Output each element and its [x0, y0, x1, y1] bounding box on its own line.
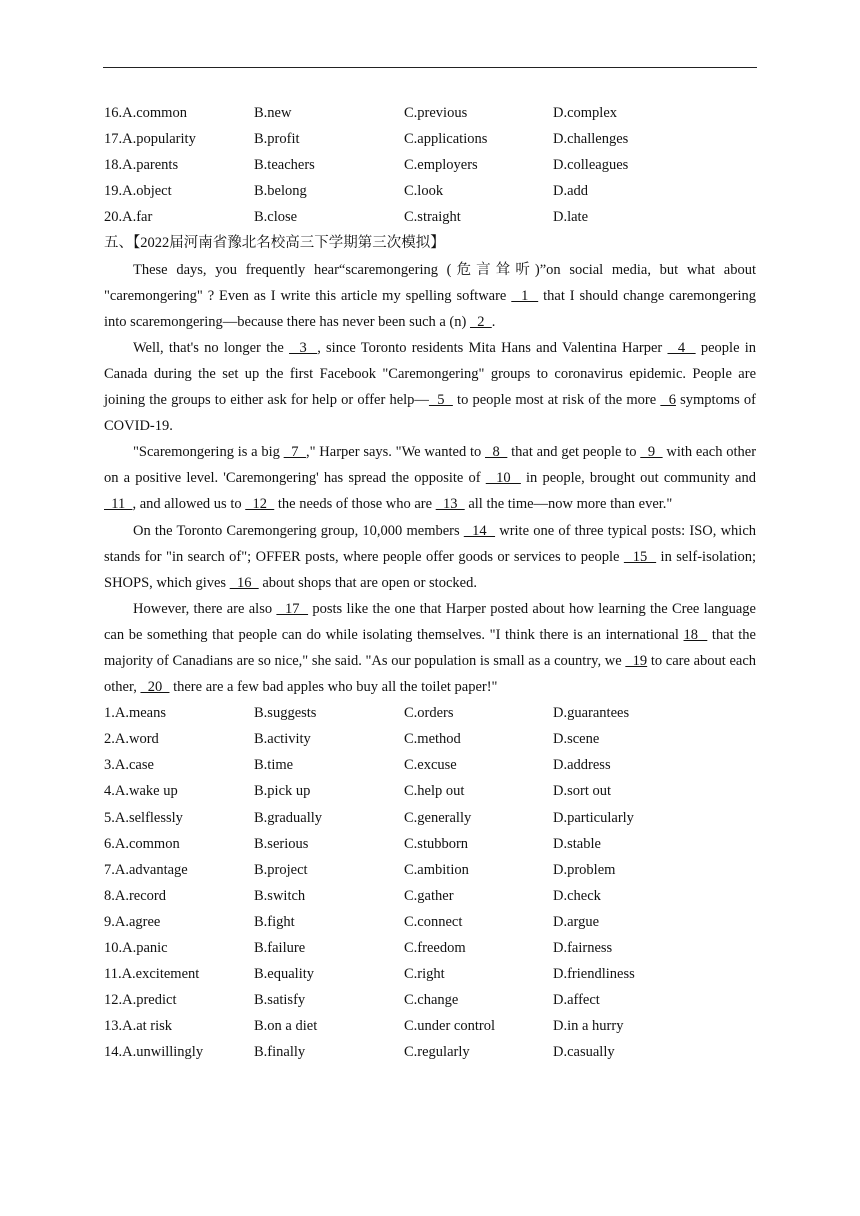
option-b: B.belong [254, 183, 307, 200]
option-a: 9.A.agree [104, 913, 161, 930]
section-heading: 五、【2022届河南省豫北名校高三下学期第三次模拟】 [104, 235, 445, 252]
option-d: D.in a hurry [553, 1018, 624, 1035]
option-row-12 [104, 987, 756, 1013]
option-c: C.freedom [404, 940, 466, 956]
option-a: 5.A.selflessly [104, 809, 183, 826]
option-row-6 [104, 831, 756, 857]
option-d: D.challenges [553, 131, 629, 148]
passage-text: with each other on a positive level. 'Caremongering' has spread the opposite of [104, 444, 757, 487]
option-d: D.scene [553, 731, 600, 748]
option-d: D.complex [553, 105, 618, 121]
option-a: 17.A.popularity [104, 131, 196, 148]
option-c: C.employers [404, 157, 478, 174]
passage-text: posts like the one that Harper posted about how learning the Cree language can be something that people can do while isolating themselves. "I think there is an international [104, 600, 756, 643]
passage-text: , since Toronto residents Mita Hans and Valentina Harper [317, 339, 668, 356]
option-b: B.time [254, 757, 294, 774]
option-row-16 [104, 100, 756, 126]
option-b: B.profit [254, 131, 300, 148]
option-b: B.on a diet [254, 1018, 318, 1035]
passage-text: there are a few bad apples who buy all the toilet paper!" [169, 679, 498, 696]
option-d: D.sort out [553, 783, 611, 800]
blank-16: 16 [229, 574, 259, 591]
option-row-19 [104, 178, 756, 204]
passage-text: that I should change caremongering into scaremongering—because there has never been such a (n) [104, 287, 757, 330]
option-d: D.late [553, 209, 589, 226]
option-row-18 [104, 152, 756, 178]
blank-13: 13 [435, 496, 465, 513]
option-d: D.address [553, 757, 611, 774]
option-a: 19.A.object [104, 183, 172, 200]
passage-paragraph-4 [104, 518, 756, 596]
blank-19: 19 [625, 652, 648, 669]
option-row-20 [104, 204, 756, 230]
passage-text: write one of three typical posts: ISO, which stands for "in search of"; OFFER posts, where people offer goods or services to people [104, 522, 756, 565]
option-c: C.ambition [404, 861, 469, 878]
option-b: B.serious [254, 835, 309, 852]
option-d: D.friendliness [553, 966, 635, 983]
option-c: C.right [404, 966, 445, 983]
option-c: C.gather [404, 887, 454, 904]
passage-text: "Scaremongering is a big [133, 444, 284, 461]
options-list-bottom [104, 700, 756, 1065]
option-b: B.fight [254, 913, 295, 930]
blank-7: 7 [283, 444, 306, 461]
passage-text: all the time—now more than ever." [464, 496, 673, 513]
blank-2: 2 [469, 313, 492, 330]
option-a: 3.A.case [104, 757, 154, 774]
options-list-top [104, 100, 756, 230]
option-c: C.applications [404, 131, 488, 148]
blank-11: 11 [104, 496, 133, 513]
option-a: 10.A.panic [104, 940, 168, 956]
passage-text: in people, brought out community and [520, 470, 756, 487]
passage-text: to care about each other, [104, 652, 757, 696]
option-c: C.excuse [404, 757, 457, 774]
option-a: 13.A.at risk [104, 1018, 173, 1035]
option-b: B.finally [254, 1044, 306, 1061]
blank-18: 18 [683, 626, 708, 643]
option-row-13 [104, 1013, 756, 1039]
blank-1: 1 [511, 287, 539, 304]
option-row-2 [104, 726, 756, 752]
option-d: D.add [553, 183, 589, 200]
blank-3: 3 [289, 339, 318, 356]
option-row-3 [104, 752, 756, 778]
passage-text: ," Harper says. "We wanted to [305, 444, 486, 461]
option-c: C.method [404, 731, 461, 748]
option-c: C.orders [404, 705, 454, 722]
option-b: B.activity [254, 731, 311, 748]
passage-paragraph-1 [104, 257, 756, 335]
option-row-7 [104, 857, 756, 883]
option-b: B.equality [254, 966, 315, 983]
option-a: 14.A.unwillingly [104, 1044, 204, 1061]
option-b: B.gradually [254, 809, 323, 826]
passage-text: people in Canada during the set up the first Facebook "Caremongering" groups to coronavirus epidemic. People are joining the groups to either ask for help or offer help— [104, 339, 757, 409]
option-c: C.regularly [404, 1044, 470, 1061]
option-c: C.generally [404, 809, 472, 826]
option-b: B.teachers [254, 157, 315, 174]
passage-text: Well, that's no longer the [133, 339, 290, 356]
option-row-9 [104, 909, 756, 935]
blank-6: 6 [660, 392, 676, 409]
passage-text: to people most at risk of the more [452, 392, 661, 409]
passage-text: , and allowed us to [132, 496, 246, 513]
option-b: B.satisfy [254, 992, 306, 1009]
passage-text: the needs of those who are [274, 496, 436, 513]
option-c: C.look [404, 183, 444, 200]
blank-9: 9 [640, 444, 663, 461]
option-row-5 [104, 805, 756, 831]
option-c: C.change [404, 992, 459, 1009]
passage-text: However, there are also [133, 600, 277, 617]
passage-text: On the Toronto Caremongering group, 10,000 members [133, 522, 464, 539]
option-row-11 [104, 961, 756, 987]
option-c: C.connect [404, 913, 463, 930]
blank-12: 12 [245, 496, 275, 513]
option-a: 4.A.wake up [104, 783, 178, 800]
option-d: D.particularly [553, 809, 634, 826]
passage-text: These days, you frequently hear“scaremongering (危言耸听)”on social media, but what about "caremongering" ? Even as I write this article my spelling software [104, 261, 756, 304]
blank-4: 4 [667, 339, 696, 356]
blank-20: 20 [140, 679, 170, 696]
option-b: B.suggests [254, 705, 317, 722]
passage-paragraph-3 [104, 439, 756, 517]
option-a: 2.A.word [104, 731, 159, 748]
option-d: D.colleagues [553, 157, 629, 174]
blank-17: 17 [276, 600, 309, 617]
option-c: C.under control [404, 1018, 496, 1035]
header-rule [103, 67, 757, 68]
option-a: 20.A.far [104, 209, 153, 226]
passage-text: symptoms of COVID-19. [104, 392, 756, 435]
option-d: D.fairness [553, 940, 613, 956]
option-a: 16.A.common [104, 105, 187, 121]
option-c: C.help out [404, 783, 465, 800]
passage-paragraph-5 [104, 596, 756, 700]
option-c: C.previous [404, 105, 468, 121]
option-b: B.new [254, 105, 292, 121]
option-a: 12.A.predict [104, 992, 177, 1009]
passage-paragraph-2 [104, 335, 756, 439]
option-b: B.switch [254, 887, 306, 904]
option-d: D.check [553, 887, 601, 904]
option-a: 11.A.excitement [104, 966, 200, 983]
option-row-17 [104, 126, 756, 152]
option-a: 1.A.means [104, 705, 167, 722]
document-body [104, 100, 756, 1065]
blank-15: 15 [623, 548, 657, 565]
option-b: B.pick up [254, 783, 311, 800]
option-b: B.project [254, 861, 308, 878]
passage-text: about shops that are open or stocked. [258, 574, 477, 591]
option-row-14 [104, 1039, 756, 1065]
option-d: D.guarantees [553, 705, 630, 722]
option-b: B.close [254, 209, 298, 226]
option-d: D.casually [553, 1044, 615, 1061]
option-d: D.argue [553, 913, 600, 930]
option-d: D.affect [553, 992, 600, 1009]
option-c: C.straight [404, 209, 461, 226]
option-c: C.stubborn [404, 835, 469, 852]
option-row-1 [104, 700, 756, 726]
option-a: 8.A.record [104, 887, 167, 904]
option-row-8 [104, 883, 756, 909]
option-d: D.problem [553, 861, 616, 878]
option-a: 18.A.parents [104, 157, 179, 174]
blank-8: 8 [485, 444, 508, 461]
option-row-4 [104, 778, 756, 804]
option-a: 7.A.advantage [104, 861, 188, 878]
passage-text: that the majority of Canadians are so nice," she said. "As our population is small as a country, we [104, 626, 756, 669]
option-a: 6.A.common [104, 835, 180, 852]
option-d: D.stable [553, 835, 601, 852]
blank-5: 5 [428, 392, 453, 409]
option-row-10 [104, 935, 756, 961]
passage-text: in self-isolation; SHOPS, which gives [104, 548, 757, 591]
passage-text: that and get people to [507, 444, 641, 461]
blank-14: 14 [463, 522, 496, 539]
blank-10: 10 [485, 470, 521, 487]
passage-text: . [491, 313, 496, 330]
option-b: B.failure [254, 940, 306, 956]
